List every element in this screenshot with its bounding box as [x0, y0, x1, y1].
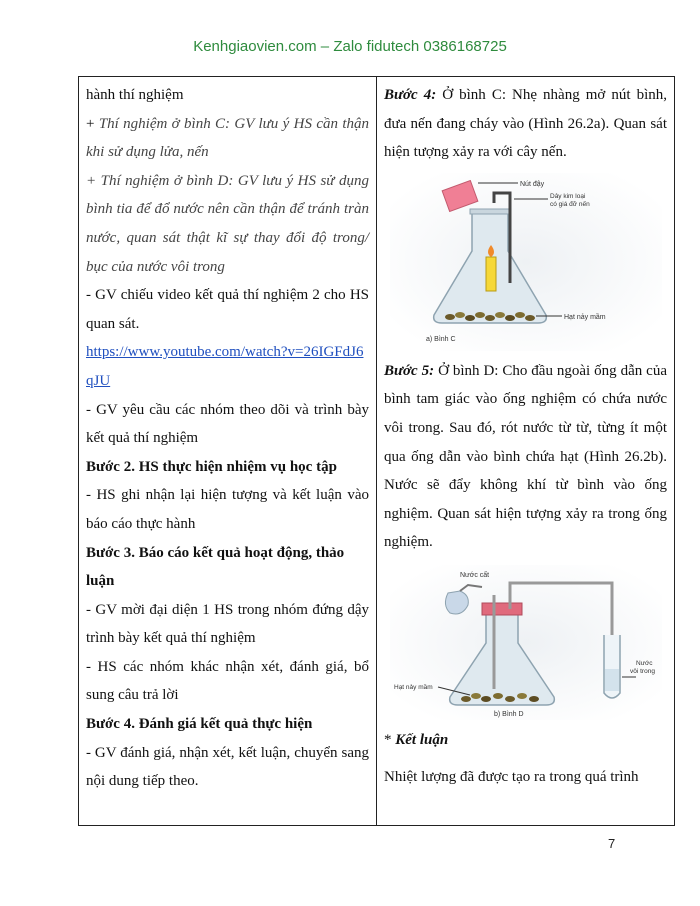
step4-title: Bước 4. Đánh giá kết quả thực hiện [86, 716, 313, 733]
step4-instruction [384, 81, 667, 167]
flask-neck-rim [470, 209, 510, 214]
site-name: Kenhgiaovien.com [193, 38, 317, 55]
note-bin-c [86, 110, 369, 167]
left-line: hành thí nghiệm [86, 87, 184, 103]
conclusion-star: * [384, 731, 396, 748]
caption-water: Nước cất [459, 571, 489, 579]
figure-flask-d [390, 565, 662, 720]
caption-lime-2: vôi trong [629, 667, 655, 675]
youtube-link[interactable]: https://www.youtube.com/watch?v=26IGFdJ6qJU [86, 344, 364, 389]
caption-seeds: Hạt nảy mầm [563, 313, 606, 321]
figure-flask-c [390, 173, 662, 351]
step4-text: - GV đánh giá, nhận xét, kết luận, chuyển sang nội dung tiếp theo. [86, 744, 369, 790]
step3-text2: - HS các nhóm khác nhận xét, đánh giá, bổ sung câu trả lời [86, 658, 369, 704]
note-bin-c-text: Thí nghiệm ở bình C: GV lưu ý HS cần thận khi sử dụng lửa, nến [86, 115, 369, 161]
caption-lime-1: Nước [635, 659, 653, 667]
caption-wire-1: Dây kim loại [549, 192, 585, 200]
caption-wire-2: có giá đỡ nến [549, 200, 590, 208]
step2-title: Bước 2. HS thực hiện nhiệm vụ học tập [86, 458, 337, 475]
figure-background [390, 173, 662, 351]
step3-title: Bước 3. Báo cáo kết quả hoạt động, thảo luận [86, 544, 345, 590]
step3-text1: - GV mời đại diện 1 HS trong nhóm đứng dậy trình bày kết quả thí nghiệm [86, 601, 369, 647]
caption-stopper: Nút đậy [519, 180, 544, 188]
limewater-fill [605, 669, 619, 691]
caption-flask-d: b) Bình D [493, 710, 524, 718]
request-text: - GV yêu cầu các nhóm theo dõi và trình bày kết quả thí nghiệm [86, 401, 369, 447]
student-activity-cell [377, 77, 675, 826]
step4-instruction-text: Ở bình C: Nhẹ nhàng mở nút bình, đưa nến đang cháy vào (Hình 26.2a). Quan sát hiện tượng xảy ra với cây nến. [384, 87, 667, 161]
step5-label: Bước 5: [384, 362, 435, 379]
conclusion-text: Nhiệt lượng đã được tạo ra trong quá trình [384, 768, 639, 785]
plus-mark: + [86, 115, 95, 132]
stopper-icon [482, 603, 522, 615]
lesson-table [78, 76, 675, 826]
step4-label: Bước 4: [384, 87, 437, 103]
step5-instruction-text: Ở bình D: Cho đầu ngoài ống dẫn của bình tam giác vào ống nghiệm có chứa nước vôi trong. Sau đó, rót nước từ từ, từng ít một qua ống dẫn vào bình chứa hạt (Hình 26.2b). Nước sẽ đẩy không khí từ bình vào ống nghiệm. Quan sát hiện tượng xảy ra trong ống nghiệm. [384, 362, 667, 551]
page-number: 7 [608, 836, 616, 851]
caption-flask-c: a) Bình C [425, 335, 456, 343]
header-contact: Zalo fidutech 0386168725 [333, 38, 507, 55]
table-row [79, 77, 675, 826]
step5-instruction [384, 357, 667, 557]
youtube-link-line [86, 338, 369, 395]
video-instruction: - GV chiếu video kết quả thí nghiệm 2 cho HS quan sát. [86, 287, 369, 332]
candle-icon [486, 257, 496, 291]
step2-text: - HS ghi nhận lại hiện tượng và kết luận vào báo cáo thực hành [86, 487, 369, 532]
conclusion-label: Kết luận [395, 731, 449, 748]
header-separator: – [320, 38, 330, 55]
note-bin-d: + Thí nghiệm ở bình D: GV lưu ý HS sử dụng bình tia để đổ nước nên cần thận để tránh tràn nước, quan sát thật kĩ sự thay đổi độ trong/ bục của nước vôi trong [86, 172, 369, 275]
conclusion-heading [384, 726, 667, 755]
page-header [0, 38, 700, 55]
teacher-activity-cell [79, 77, 377, 826]
caption-seeds: Hạt nảy mầm [393, 683, 433, 691]
